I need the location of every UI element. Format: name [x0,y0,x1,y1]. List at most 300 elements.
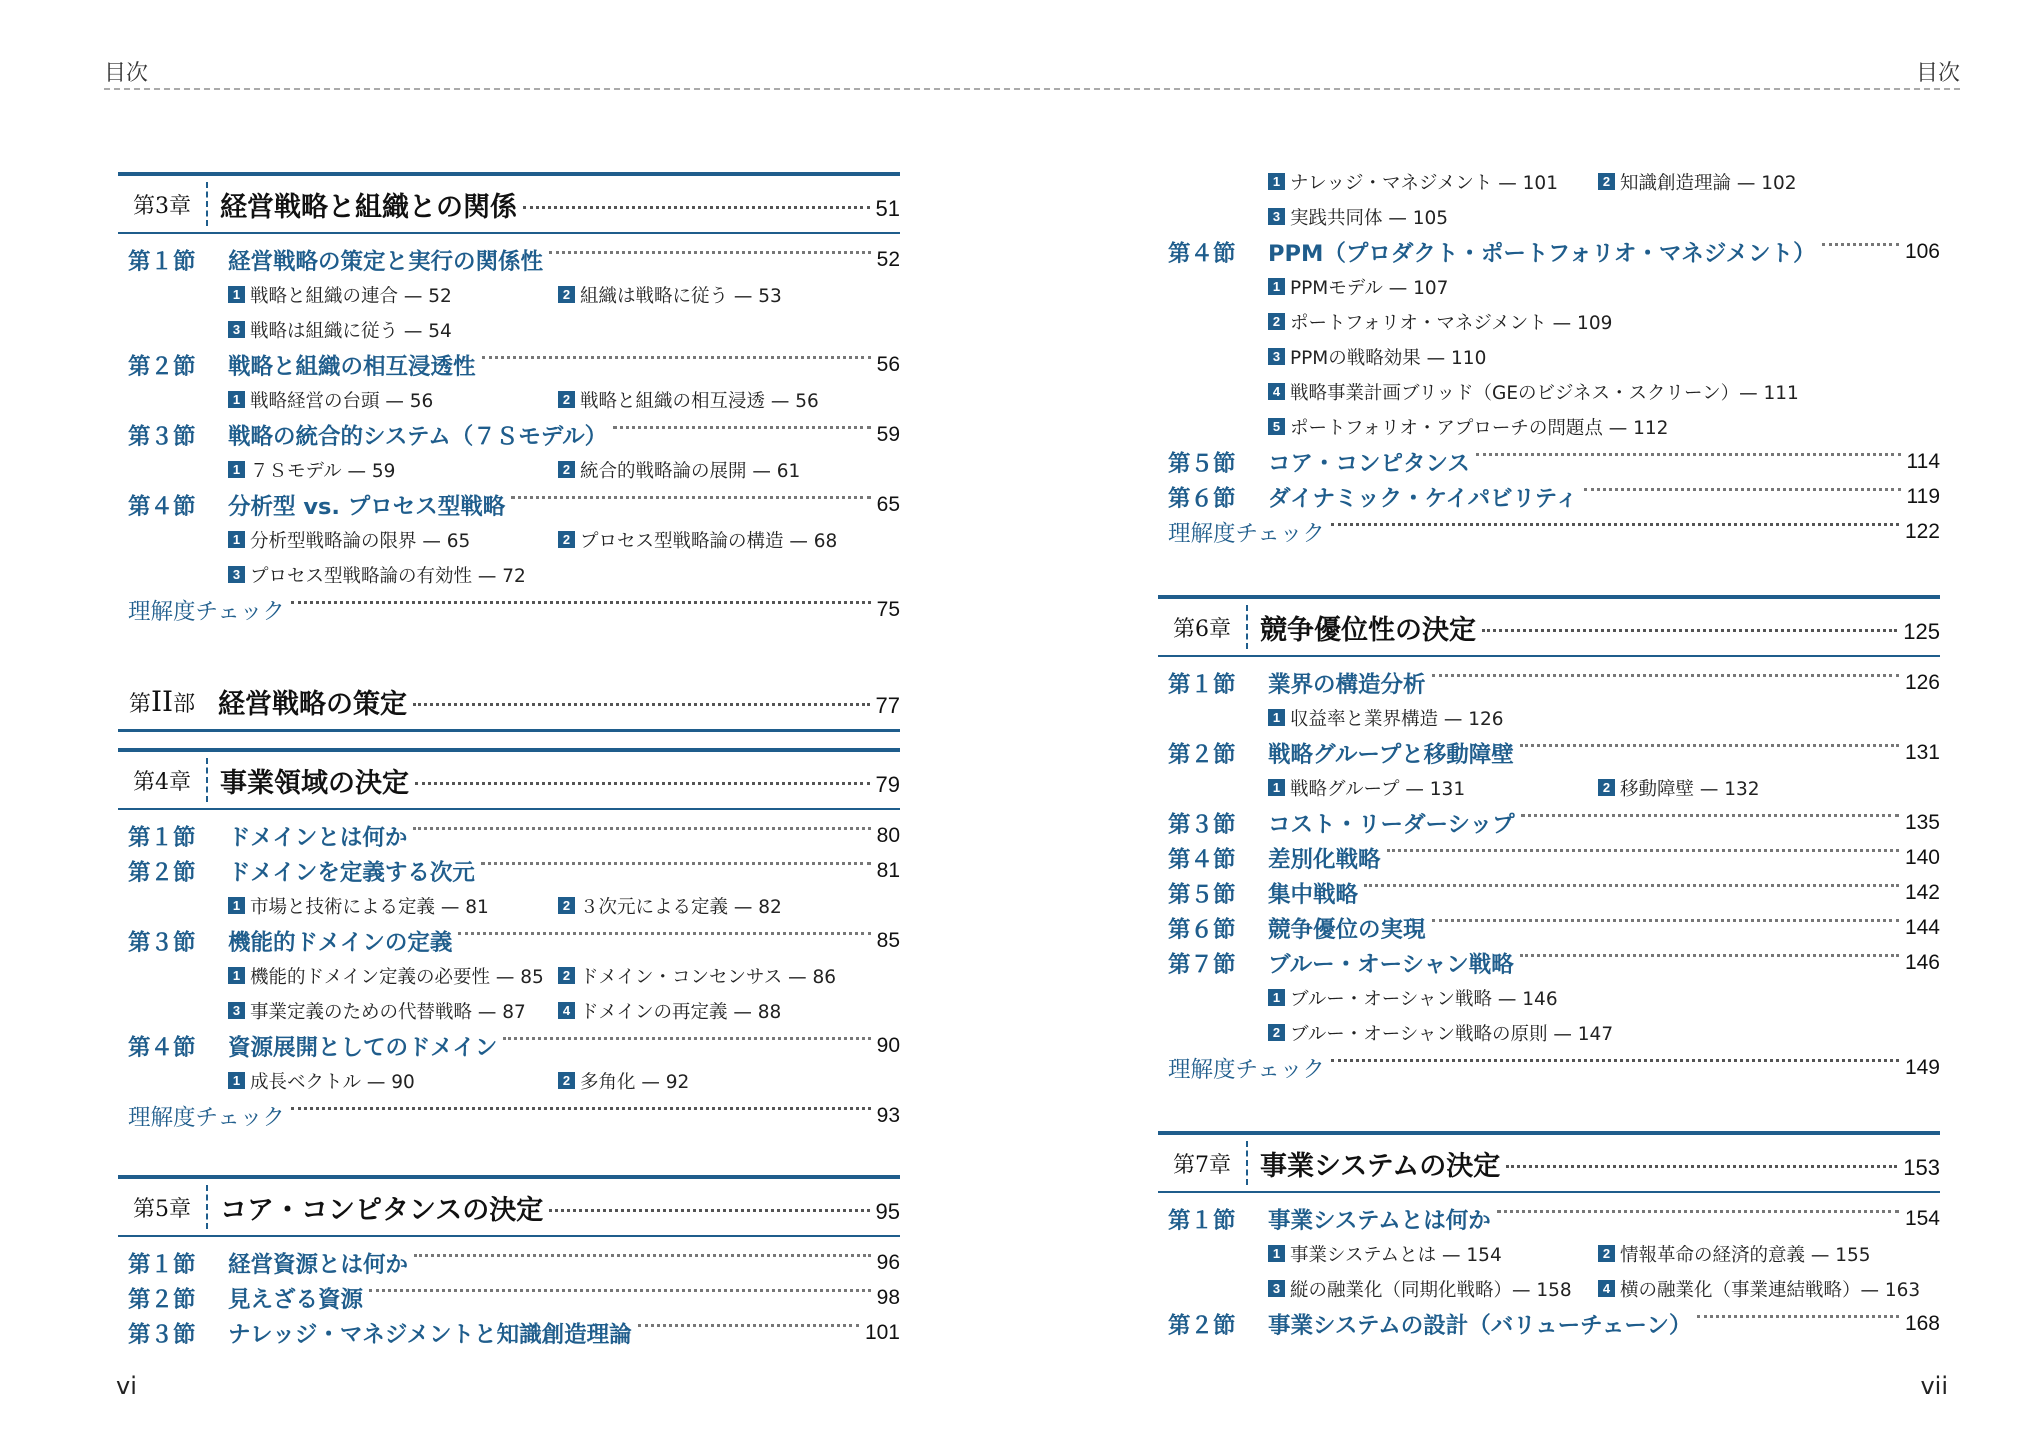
section-number: 第６節 [1168,916,1236,943]
subsection-number-badge: 3 [1268,348,1285,365]
part-prefix: 第 [128,691,151,717]
dot-leader [1697,1315,1899,1318]
section-number: 第２節 [128,1286,196,1313]
part-number [118,685,206,718]
subsection-row [118,452,900,487]
check-title: 理解度チェック [1168,520,1325,547]
section-number: 第１節 [1168,1207,1236,1234]
subsection-title: 戦略は組織に従う — 54 [250,320,452,342]
section-title: ナレッジ・マネジメントと知識創造理論 [228,1321,632,1348]
comprehension-check-row[interactable] [118,592,900,627]
section-row[interactable] [1158,665,1940,700]
spacer [1158,549,1940,579]
subsection-title: 実践共同体 — 105 [1290,207,1449,229]
subsection-row [1158,1236,1940,1271]
chapter-heading-ch4[interactable] [118,748,900,810]
section-number: 第４節 [1168,240,1236,267]
section-number: 第４節 [1168,846,1236,873]
chapter-title-row [1248,1144,1940,1183]
subsection-number-badge: 1 [1268,779,1285,796]
subsection-number-badge: 1 [1268,989,1285,1006]
chapter-heading-ch6[interactable] [1158,595,1940,657]
section-number: 第１節 [128,824,196,851]
section-row[interactable] [118,347,900,382]
subsection-row [1158,164,1940,199]
section-title: ドメインを定義する次元 [228,859,475,886]
subsection-number-badge: 4 [1598,1280,1615,1297]
section-number: 第２節 [128,859,196,886]
subsection-item[interactable] [1598,1276,1928,1302]
dot-leader [1506,1165,1897,1168]
dot-leader [1521,814,1899,817]
section-row[interactable] [1158,1201,1940,1236]
subsection-row [1158,199,1940,234]
subsection-row [118,277,900,312]
dot-leader [458,932,870,935]
dot-leader [511,496,870,499]
section-title: ドメインとは何か [228,824,408,851]
section-row[interactable] [1158,735,1940,770]
check-title: 理解度チェック [1168,1056,1325,1083]
subsection-item[interactable] [1268,204,1598,230]
subsection-row [1158,980,1940,1015]
subsection-title: 分析型戦略論の限界 — 65 [250,530,471,552]
dot-leader [1432,674,1899,677]
dot-leader [1331,1059,1899,1062]
part-roman: II [150,684,174,718]
subsection-row [1158,409,1940,444]
check-page: 149 [1904,1055,1940,1079]
subsection-title: ３次元による定義 — 82 [580,896,782,918]
section-row[interactable] [1158,840,1940,875]
section-number: 第２節 [128,353,196,380]
dot-leader [482,356,871,359]
subsection-title: ポートフォリオ・アプローチの問題点 — 112 [1290,417,1669,439]
dot-leader [1482,629,1897,632]
subsection-number-badge: 1 [228,967,245,984]
subsection-title: 収益率と業界構造 — 126 [1290,708,1504,730]
section-title: コスト・リーダーシップ [1268,811,1515,838]
subsection-title: 情報革命の経済的意義 — 155 [1620,1244,1871,1266]
section-title: PPM（プロダクト・ポートフォリオ・マネジメント） [1268,240,1816,267]
header-divider [104,88,1960,90]
check-page: 93 [876,1103,900,1127]
check-title: 理解度チェック [128,598,285,625]
dot-leader [1387,849,1899,852]
subsection-row [1158,269,1940,304]
subsection-item[interactable] [558,998,888,1024]
subsection-title: 事業定義のための代替戦略 — 87 [250,1001,526,1023]
subsection-item[interactable] [1598,1241,1928,1267]
subsection-title: 組織は戦略に従う — 53 [580,285,782,307]
subsection-number-badge: 1 [228,391,245,408]
section-page: 101 [864,1320,900,1344]
subsection-item[interactable] [228,562,558,588]
dot-leader [413,827,870,830]
chapter-heading-ch5[interactable] [118,1175,900,1237]
section-page: 59 [876,422,900,446]
subsection-row [1158,339,1940,374]
subsection-row [1158,770,1940,805]
subsection-title: 戦略と組織の相互浸透 — 56 [580,390,819,412]
subsection-row [1158,1271,1940,1306]
subsection-number-badge: 2 [1598,173,1615,190]
subsection-item[interactable] [228,387,558,413]
spacer [118,1237,900,1245]
subsection-number-badge: 1 [228,1072,245,1089]
subsection-number-badge: 4 [558,1002,575,1019]
section-number: 第３節 [128,423,196,450]
subsection-title: ポートフォリオ・マネジメント — 109 [1290,312,1613,334]
dot-leader [415,782,870,785]
part-title: 経営戦略の策定 [218,688,407,720]
running-header-left: 目次 [104,61,149,86]
dot-leader [1497,1210,1899,1213]
check-page: 122 [1904,519,1940,543]
section-page: 119 [1906,484,1940,508]
subsection-title: プロセス型戦略論の構造 — 68 [580,530,838,552]
section-row[interactable] [118,853,900,888]
dot-leader [1520,744,1899,747]
part-suffix: 部 [173,691,196,717]
subsection-row [118,522,900,557]
chapter-page: 95 [875,1198,900,1224]
chapter-title: 事業システムの決定 [1260,1150,1501,1182]
subsection-item[interactable] [1268,274,1448,300]
subsection-item[interactable] [1268,1276,1598,1302]
subsection-number-badge: 1 [228,531,245,548]
subsection-number-badge: 1 [1268,1245,1285,1262]
subsection-title: ドメイン・コンセンサス — 86 [580,966,837,988]
dot-leader [369,1289,871,1292]
section-row[interactable] [1158,805,1940,840]
section-page: 146 [1904,950,1940,974]
section-title: 分析型 vs. プロセス型戦略 [228,493,506,520]
subsection-row [118,312,900,347]
spacer [1158,1085,1940,1115]
subsection-item[interactable] [1268,1241,1598,1267]
subsection-item[interactable] [228,527,558,553]
subsection-number-badge: 3 [228,1002,245,1019]
section-number: 第５節 [1168,450,1236,477]
section-row[interactable] [1158,945,1940,980]
subsection-item[interactable] [1598,169,1928,195]
chapter-page: 79 [875,771,900,797]
section-number: 第３節 [1168,811,1236,838]
subsection-item[interactable] [228,457,558,483]
dot-leader [1364,884,1899,887]
subsection-number-badge: 2 [558,286,575,303]
dot-leader [413,703,870,706]
check-page: 75 [876,597,900,621]
section-page: 65 [876,492,900,516]
dot-leader [291,601,871,604]
subsection-title: 縦の融業化（同期化戦略）— 158 [1290,1279,1572,1301]
section-row[interactable] [1158,479,1940,514]
toc-left-flow [118,156,900,1350]
subsection-title: ナレッジ・マネジメント — 101 [1290,172,1558,194]
subsection-number-badge: 2 [558,531,575,548]
subsection-item[interactable] [558,527,888,553]
section-title: ブルー・オーシャン戦略 [1268,951,1514,978]
spacer [1158,657,1940,665]
section-title: 業界の構造分析 [1268,671,1426,698]
spacer [118,810,900,818]
subsection-row [1158,304,1940,339]
section-title: 競争優位の実現 [1268,916,1426,943]
section-page: 142 [1904,880,1940,904]
subsection-number-badge: 2 [1268,313,1285,330]
section-number: 第６節 [1168,485,1236,512]
chapter-page: 153 [1903,1154,1940,1180]
section-number: 第５節 [1168,881,1236,908]
subsection-number-badge: 2 [558,391,575,408]
section-page: 154 [1904,1206,1940,1230]
section-page: 90 [876,1033,900,1057]
page-number-right: vii [1920,1372,1948,1400]
section-number: 第７節 [1168,951,1236,978]
subsection-item[interactable] [1268,705,1598,731]
section-title: ダイナミック・ケイパビリティ [1268,485,1578,512]
section-page: 81 [876,858,900,882]
section-page: 52 [876,247,900,271]
subsection-number-badge: 5 [1268,418,1285,435]
section-row[interactable] [118,417,900,452]
section-row[interactable] [1158,234,1940,269]
section-number: 第３節 [128,1321,196,1348]
spacer [118,1133,900,1159]
subsection-title: 戦略グループ — 131 [1290,778,1466,800]
section-row[interactable] [118,1245,900,1280]
subsection-row [118,993,900,1028]
dot-leader [1584,488,1901,491]
subsection-number-badge: 3 [228,566,245,583]
subsection-item[interactable] [228,1068,558,1094]
subsection-row [118,888,900,923]
subsection-row [118,557,900,592]
section-row[interactable] [118,818,900,853]
chapter-title: 事業領域の決定 [220,767,409,799]
section-title: 集中戦略 [1268,881,1359,908]
subsection-item[interactable] [1268,169,1598,195]
section-number: 第２節 [1168,741,1236,768]
subsection-title: ブルー・オーシャン戦略の原則 — 147 [1290,1023,1614,1045]
section-number: 第４節 [128,493,196,520]
section-row[interactable] [118,1315,900,1350]
chapter-number: 第7章 [1158,1141,1248,1185]
subsection-number-badge: 1 [1268,278,1285,295]
subsection-title: 戦略事業計画ブリッド（GEのビジネス・スクリーン）— 111 [1290,382,1799,404]
chapter-number: 第3章 [118,182,208,226]
section-number: 第２節 [1168,1312,1236,1339]
section-page: 114 [1906,449,1940,473]
subsection-title: ７Ｓモデル — 59 [250,460,396,482]
subsection-item[interactable] [1268,1020,1613,1046]
subsection-item[interactable] [228,998,558,1024]
chapter-title-row [208,185,900,224]
dot-leader [503,1037,870,1040]
subsection-item[interactable] [1268,414,1668,440]
chapter-number: 第4章 [118,758,208,802]
subsection-number-badge: 1 [228,286,245,303]
subsection-item[interactable] [1268,985,1558,1011]
subsection-item[interactable] [1268,309,1612,335]
section-row[interactable] [118,242,900,277]
chapter-title: コア・コンピタンスの決定 [220,1194,544,1226]
subsection-item[interactable] [228,963,558,989]
section-title: 経営戦略の策定と実行の関係性 [228,248,544,275]
subsection-item[interactable] [558,457,888,483]
chapter-number: 第5章 [118,1185,208,1229]
subsection-title: 戦略と組織の連合 — 52 [250,285,452,307]
subsection-item[interactable] [1598,775,1928,801]
section-row[interactable] [1158,875,1940,910]
dot-leader [613,426,871,429]
subsection-number-badge: 1 [1268,709,1285,726]
subsection-title: 知識創造理論 — 102 [1620,172,1797,194]
spacer [1158,1193,1940,1201]
dot-leader [523,206,870,209]
chapter-title-row [1248,608,1940,647]
dot-leader [638,1324,859,1327]
subsection-item[interactable] [1268,775,1598,801]
chapter-title: 競争優位性の決定 [1260,614,1476,646]
dot-leader [549,251,871,254]
toc-right-flow [1158,164,1940,1341]
subsection-title: プロセス型戦略論の有効性 — 72 [250,565,526,587]
section-page: 96 [876,1250,900,1274]
subsection-title: 移動障壁 — 132 [1620,778,1760,800]
comprehension-check-row[interactable] [1158,1050,1940,1085]
section-row[interactable] [118,923,900,958]
comprehension-check-row[interactable] [118,1098,900,1133]
section-title: コア・コンピタンス [1268,450,1470,477]
section-page: 106 [1904,239,1940,263]
part-title-row [206,682,900,721]
section-title: 資源展開としてのドメイン [228,1034,498,1061]
dot-leader [481,862,871,865]
section-number: 第３節 [128,929,196,956]
section-title: 事業システムとは何か [1268,1207,1491,1234]
section-title: 戦略の統合的システム（７Ｓモデル） [228,423,608,450]
section-number: 第１節 [128,248,196,275]
subsection-item[interactable] [228,282,558,308]
subsection-title: 横の融業化（事業連結戦略）— 163 [1620,1279,1921,1301]
running-header-right: 目次 [1915,61,1960,86]
section-row[interactable] [118,1028,900,1063]
subsection-item[interactable] [1268,379,1799,405]
subsection-title: 市場と技術による定義 — 81 [250,896,489,918]
section-number: 第１節 [1168,671,1236,698]
subsection-item[interactable] [558,963,888,989]
part-heading[interactable] [118,673,900,732]
subsection-number-badge: 2 [558,967,575,984]
subsection-item[interactable] [558,387,888,413]
subsection-title: 統合的戦略論の展開 — 61 [580,460,801,482]
subsection-title: PPMモデル — 107 [1290,277,1449,299]
section-page: 144 [1904,915,1940,939]
dot-leader [1432,919,1899,922]
section-page: 80 [876,823,900,847]
check-title: 理解度チェック [128,1104,285,1131]
subsection-number-badge: 2 [1598,1245,1615,1262]
section-title: 戦略グループと移動障壁 [1268,741,1514,768]
subsection-item[interactable] [228,317,558,343]
subsection-item[interactable] [228,893,558,919]
section-title: 戦略と組織の相互浸透性 [228,353,476,380]
subsection-item[interactable] [558,282,888,308]
page-number-left: vi [116,1372,137,1400]
section-number: 第４節 [128,1034,196,1061]
subsection-row [118,958,900,993]
subsection-title: 戦略経営の台頭 — 56 [250,390,434,412]
subsection-title: PPMの戦略効果 — 110 [1290,347,1487,369]
dot-leader [1520,954,1899,957]
section-row[interactable] [118,487,900,522]
subsection-item[interactable] [1268,344,1486,370]
chapter-title-row [208,761,900,800]
subsection-number-badge: 3 [228,321,245,338]
subsection-item[interactable] [558,1068,888,1094]
subsection-number-badge: 3 [1268,1280,1285,1297]
section-page: 85 [876,928,900,952]
section-row[interactable] [1158,1306,1940,1341]
subsection-number-badge: 2 [558,897,575,914]
subsection-number-badge: 1 [228,461,245,478]
section-page: 98 [876,1285,900,1309]
subsection-number-badge: 2 [1268,1024,1285,1041]
subsection-number-badge: 2 [558,461,575,478]
section-page: 56 [876,352,900,376]
subsection-title: 成長ベクトル — 90 [250,1071,415,1093]
spacer [118,234,900,242]
chapter-page: 125 [1903,618,1940,644]
subsection-row [1158,1015,1940,1050]
chapter-title: 経営戦略と組織との関係 [220,191,517,223]
chapter-title-row [208,1188,900,1227]
dot-leader [549,1209,869,1212]
dot-leader [1476,453,1901,456]
dot-leader [291,1107,871,1110]
section-row[interactable] [1158,910,1940,945]
subsection-number-badge: 2 [558,1072,575,1089]
section-title: 機能的ドメインの定義 [228,929,453,956]
dot-leader [414,1254,871,1257]
chapter-page: 51 [875,195,900,221]
subsection-number-badge: 2 [1598,779,1615,796]
subsection-title: ドメインの再定義 — 88 [580,1001,782,1023]
dot-leader [1331,523,1899,526]
chapter-number: 第6章 [1158,605,1248,649]
subsection-number-badge: 1 [1268,173,1285,190]
subsection-number-badge: 4 [1268,383,1285,400]
subsection-item[interactable] [558,893,888,919]
section-row[interactable] [118,1280,900,1315]
section-title: 事業システムの設計（バリューチェーン） [1268,1312,1692,1339]
chapter-heading-ch3[interactable] [118,172,900,234]
section-page: 126 [1904,670,1940,694]
subsection-title: 事業システムとは — 154 [1290,1244,1502,1266]
chapter-heading-ch7[interactable] [1158,1131,1940,1193]
section-page: 135 [1904,810,1940,834]
subsection-row [1158,374,1940,409]
section-title: 見えざる資源 [228,1286,364,1313]
comprehension-check-row[interactable] [1158,514,1940,549]
section-title: 差別化戦略 [1268,846,1381,873]
section-number: 第１節 [128,1251,196,1278]
subsection-row [118,382,900,417]
section-row[interactable] [1158,444,1940,479]
